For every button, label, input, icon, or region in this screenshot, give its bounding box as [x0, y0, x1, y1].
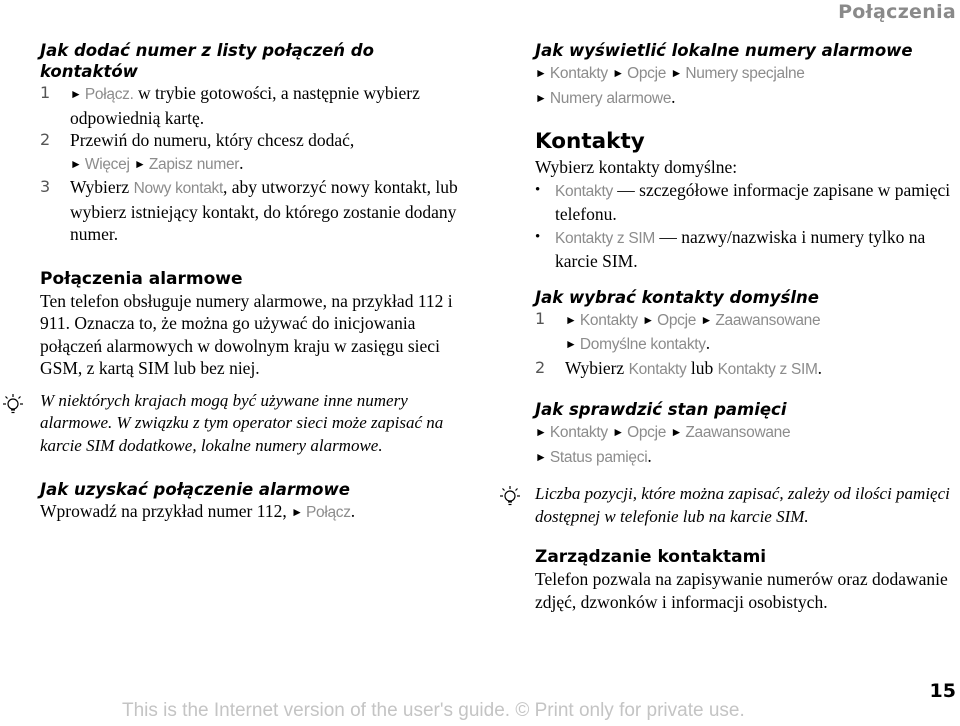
arrow-right-icon: ►: [535, 425, 547, 439]
heading-memory-status: Jak sprawdzić stan pamięci: [535, 400, 787, 419]
heading-choose-default: Jak wybrać kontakty domyślne: [535, 287, 819, 307]
step-2: 2 Przewiń do numeru, który chcesz dodać, ► Więcej ► Zapisz numer.: [40, 129, 470, 176]
menu-path-item: Opcje: [627, 65, 667, 82]
left-column: [40, 40, 470, 525]
menu-path-item: Połącz.: [84, 86, 134, 103]
menu-path-item: Opcje: [657, 311, 697, 329]
menu-path-item: Status pamięci: [549, 448, 648, 466]
step-text: Wybierz: [70, 177, 130, 197]
page-number: 15: [929, 680, 956, 702]
arrow-right-icon: ►: [535, 66, 547, 80]
page-section-title: Połączenia: [838, 1, 956, 23]
arrow-right-icon: ►: [70, 156, 82, 171]
heading-show-local-numbers: Jak wyświetlić lokalne numery alarmowe: [535, 41, 913, 60]
bullet-icon: •: [535, 181, 541, 198]
menu-path-item: Domyślne kontakty: [579, 336, 706, 353]
step-3: [40, 176, 470, 246]
menu-path-item: Numery specjalne: [685, 65, 805, 82]
step-text: , aby utworzyć nowy kontakt, lub wybierz istniejący kontakt, do którego zostanie dodany numer.: [70, 177, 458, 244]
arrow-right-icon: ►: [70, 87, 82, 101]
arrow-right-icon: ►: [700, 312, 713, 327]
step-text: Przewiń do numeru, który chcesz dodać,: [70, 130, 355, 150]
menu-path-item: Zapisz numer: [148, 155, 240, 173]
bullet-icon: •: [535, 228, 541, 245]
step-text: Wybierz: [565, 357, 625, 378]
bullet-term: Kontakty z SIM: [555, 229, 656, 247]
tip-text: W niektórych krajach mogą być używane inne numery alarmowe. W związku z tym operator sieci może zapisać na karcie SIM dodatkowe, lokalne numery alarmowe.: [40, 390, 444, 455]
step-number: 3: [40, 177, 51, 196]
arrow-right-icon: ►: [565, 312, 577, 327]
arrow-right-icon: ►: [535, 90, 547, 105]
heading-manage-contacts: Zarządzanie kontaktami: [535, 547, 767, 567]
step-number: 2: [40, 130, 51, 149]
tip-note: [40, 390, 470, 458]
arrow-right-icon: ►: [670, 425, 683, 439]
arrow-right-icon: ►: [565, 337, 577, 351]
heading-emergency-call: Jak uzyskać połączenie alarmowe: [40, 480, 350, 499]
step-text: lub: [690, 357, 714, 378]
menu-path-item: Kontakty z SIM: [717, 360, 818, 378]
manage-paragraph: Telefon pozwala na zapisywanie numerów oraz dodawanie zdjęć, dzwonków i informacji osobistych.: [535, 569, 948, 612]
menu-path-item: Zaawansowane: [685, 424, 791, 441]
instruction-text: Wprowadź na przykład numer 112,: [40, 501, 287, 521]
menu-path-item: Kontakty: [628, 360, 687, 378]
menu-path-item: Kontakty: [549, 424, 608, 441]
tip-note: [535, 483, 960, 528]
step-number: 1: [40, 83, 51, 102]
step-2: 2 Wybierz Kontakty lub Kontakty z SIM.: [535, 357, 960, 382]
menu-path: ► Kontakty ► Opcje ► Zaawansowane ► Status pamięci.: [535, 424, 791, 466]
menu-path-item: Nowy kontakt: [133, 180, 224, 197]
step-1: [40, 82, 470, 129]
emergency-call-instruction: Wprowadź na przykład numer 112, ► Połącz.: [40, 501, 356, 521]
contacts-intro: Wybierz kontakty domyślne:: [535, 157, 738, 177]
step-number: 2: [535, 357, 546, 377]
menu-path-item: Kontakty: [579, 311, 638, 329]
arrow-right-icon: ►: [642, 312, 655, 327]
bullet-item: [535, 179, 960, 226]
menu-path-item: Zaawansowane: [715, 311, 821, 329]
step-1: 1 ► Kontakty ► Opcje ► Zaawansowane ► Domyślne kontakty.: [535, 308, 960, 357]
arrow-right-icon: ►: [612, 425, 625, 439]
arrow-right-icon: ►: [291, 505, 303, 519]
menu-path-item: Kontakty: [549, 65, 608, 82]
menu-path-item: Więcej: [84, 155, 130, 173]
menu-path: ► Kontakty ► Opcje ► Numery specjalne ► Numery alarmowe.: [535, 65, 805, 107]
lightbulb-icon: [497, 485, 523, 516]
step-number: 1: [535, 308, 546, 328]
heading-add-from-calls: Jak dodać numer z listy połączeń do kontaktów: [40, 41, 374, 81]
bullet-text: — nazwy/nazwiska i numery tylko na karcie SIM.: [555, 226, 926, 271]
bullet-text: — szczegółowe informacje zapisane w pamięci telefonu.: [555, 179, 951, 224]
menu-path-item: Połącz: [305, 504, 351, 521]
emergency-paragraph: Ten telefon obsługuje numery alarmowe, na przykład 112 i 911. Oznacza to, że można go używać do inicjowania połączeń alarmowych w dowolnym kraju w zasięgu sieci GSM, z kartą SIM lub bez niej.: [40, 290, 453, 378]
heading-contacts: Kontakty: [535, 129, 645, 154]
right-column: [535, 40, 960, 613]
bullet-item: [535, 226, 960, 273]
bullet-term: Kontakty: [555, 182, 613, 200]
step-text: w trybie gotowości, a następnie wybierz odpowiednią kartę.: [70, 83, 420, 128]
lightbulb-icon: [0, 393, 26, 424]
heading-emergency-calls: Połączenia alarmowe: [40, 268, 243, 289]
menu-path-item: Numery alarmowe: [549, 89, 672, 107]
arrow-right-icon: ►: [612, 66, 625, 80]
arrow-right-icon: ►: [133, 156, 146, 171]
arrow-right-icon: ►: [670, 66, 683, 80]
footer-notice: This is the Internet version of the user's guide. © Print only for private use.: [122, 700, 745, 721]
tip-text: Liczba pozycji, które można zapisać, zależy od ilości pamięci dostępnej w telefonie lub na karcie SIM.: [535, 484, 950, 526]
arrow-right-icon: ►: [535, 449, 547, 464]
menu-path-item: Opcje: [627, 424, 667, 441]
